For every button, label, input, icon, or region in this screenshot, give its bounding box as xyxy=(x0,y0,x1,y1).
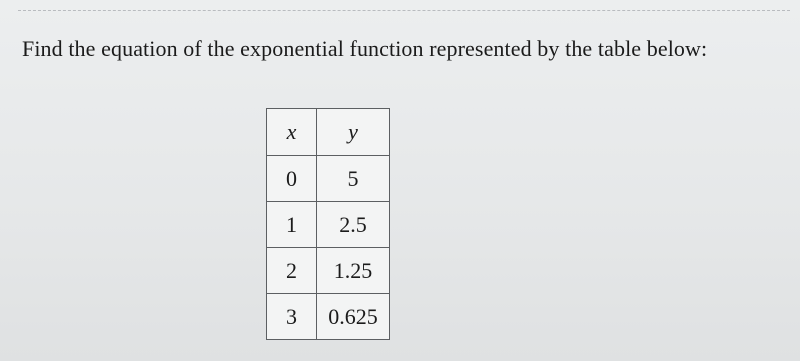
cell-y: 2.5 xyxy=(317,202,390,248)
question-text: Find the equation of the exponential function represented by the table below: xyxy=(22,36,708,61)
data-table xyxy=(266,108,390,340)
cell-x: 1 xyxy=(267,202,317,248)
header-x: x xyxy=(267,109,317,156)
table-row xyxy=(267,294,390,340)
cell-y: 0.625 xyxy=(317,294,390,340)
table-row xyxy=(267,156,390,202)
function-table xyxy=(266,108,390,340)
header-y: y xyxy=(317,109,390,156)
divider xyxy=(18,10,790,11)
table-header-row xyxy=(267,109,390,156)
cell-y: 5 xyxy=(317,156,390,202)
cell-x: 3 xyxy=(267,294,317,340)
cell-x: 2 xyxy=(267,248,317,294)
cell-y: 1.25 xyxy=(317,248,390,294)
cell-x: 0 xyxy=(267,156,317,202)
table-row xyxy=(267,202,390,248)
table-row xyxy=(267,248,390,294)
